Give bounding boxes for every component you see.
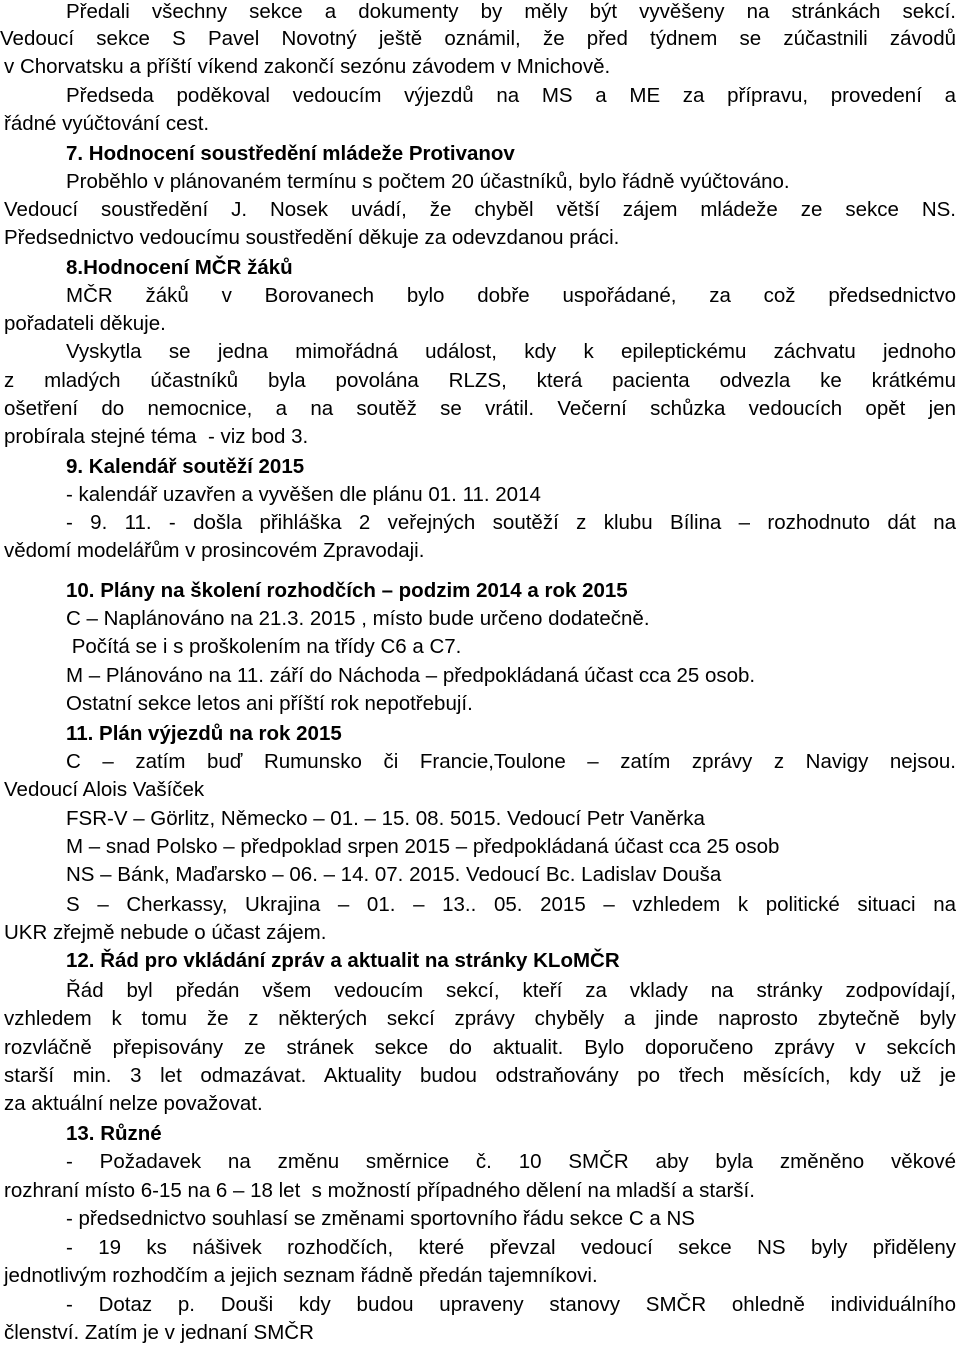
paragraph-line: Řád byl předán všem vedoucím sekcí, kteří za vklady na stránky zodpovídají, bbox=[66, 979, 956, 1002]
paragraph-line: - kalendář uzavřen a vyvěšen dle plánu 01. 11. 2014 bbox=[66, 483, 541, 506]
paragraph-line: M – Plánováno na 11. září do Náchoda – předpokládaná účast cca 25 osob. bbox=[66, 664, 756, 687]
paragraph-line: vědomí modelářům v prosincovém Zpravodaji. bbox=[4, 539, 425, 562]
section-heading-9: 9. Kalendář soutěží 2015 bbox=[66, 455, 305, 478]
paragraph-line: C – zatím buď Rumunsko či Francie,Toulone – zatím zprávy z Navigy nejsou. bbox=[66, 750, 956, 773]
paragraph-line: řádné vyúčtování cest. bbox=[4, 112, 210, 135]
paragraph-line: Předseda poděkoval vedoucím výjezdů na MS a ME za přípravu, provedení a bbox=[66, 84, 956, 107]
paragraph-line: - 19 ks nášivek rozhodčích, které převzal vedoucí sekce NS byly přiděleny bbox=[66, 1236, 956, 1259]
paragraph-line: Vedoucí soustředění J. Nosek uvádí, že chyběl větší zájem mládeže ze sekce NS. bbox=[4, 198, 956, 221]
paragraph-line: M – snad Polsko – předpoklad srpen 2015 – předpokládaná účast cca 25 osob bbox=[66, 835, 780, 858]
paragraph-line: jednotlivým rozhodčím a jejich seznam řádně předán tajemníkovi. bbox=[4, 1264, 598, 1287]
paragraph-line: Vedoucí sekce S Pavel Novotný ještě oznámil, že před týdnem se zúčastnili závodů bbox=[0, 27, 956, 50]
paragraph-line: Proběhlo v plánovaném termínu s počtem 20 účastníků, bylo řádně vyúčtováno. bbox=[66, 170, 790, 193]
paragraph-line: Předali všechny sekce a dokumenty by měly být vyvěšeny na stránkách sekcí. bbox=[66, 0, 956, 23]
paragraph-line: - Požadavek na změnu směrnice č. 10 SMČR aby byla změněno věkové bbox=[66, 1150, 956, 1173]
paragraph-line: C – Naplánováno na 21.3. 2015 , místo bude určeno dodatečně. bbox=[66, 607, 650, 630]
paragraph-line: ošetření do nemocnice, a na soutěž se vrátil. Večerní schůzka vedoucích opět jen bbox=[4, 397, 956, 420]
paragraph-line: FSR-V – Görlitz, Německo – 01. – 15. 08. 5015. Vedoucí Petr Vaněrka bbox=[66, 807, 705, 830]
paragraph-line: S – Cherkassy, Ukrajina – 01. – 13.. 05. 2015 – vzhledem k politické situaci na bbox=[66, 893, 956, 916]
section-heading-10: 10. Plány na školení rozhodčích – podzim 2014 a rok 2015 bbox=[66, 579, 628, 602]
paragraph-line: Předsednictvo vedoucímu soustředění děkuje za odevzdanou práci. bbox=[4, 226, 620, 249]
paragraph-line: za aktuální nelze považovat. bbox=[4, 1092, 263, 1115]
section-heading-7: 7. Hodnocení soustředění mládeže Protivanov bbox=[66, 142, 515, 165]
paragraph-line: Ostatní sekce letos ani příští rok nepotřebují. bbox=[66, 692, 473, 715]
paragraph-line: Počítá se i s proškolením na třídy C6 a C7. bbox=[66, 635, 462, 658]
paragraph-line: MČR žáků v Borovanech bylo dobře uspořádané, za což předsednictvo bbox=[66, 284, 956, 307]
section-heading-13: 13. Různé bbox=[66, 1122, 162, 1145]
paragraph-line: z mladých účastníků byla povolána RLZS, která pacienta odvezla ke krátkému bbox=[4, 369, 956, 392]
paragraph-line: vzhledem k tomu že z některých sekcí zprávy chyběly a jinde naprosto zbytečně byly bbox=[4, 1007, 956, 1030]
section-heading-12: 12. Řád pro vkládání zpráv a aktualit na stránky KLoMČR bbox=[66, 949, 620, 972]
paragraph-line: členství. Zatím je v jednaní SMČR bbox=[4, 1321, 314, 1344]
paragraph-line: NS – Bánk, Maďarsko – 06. – 14. 07. 2015. Vedoucí Bc. Ladislav Douša bbox=[66, 863, 722, 886]
paragraph-line: UKR zřejmě nebude o účast zájem. bbox=[4, 921, 327, 944]
paragraph-line: Vyskytla se jedna mimořádná událost, kdy k epileptickému záchvatu jednoho bbox=[66, 340, 956, 363]
paragraph-line: - 9. 11. - došla přihláška 2 veřejných soutěží z klubu Bílina – rozhodnuto dát na bbox=[66, 511, 956, 534]
paragraph-line: pořadateli děkuje. bbox=[4, 312, 166, 335]
paragraph-line: rozhraní místo 6-15 na 6 – 18 let s možností případného dělení na mladší a starší. bbox=[4, 1179, 755, 1202]
paragraph-line: starší min. 3 let odmazávat. Aktuality budou odstraňovány po třech měsících, kdy už je bbox=[4, 1064, 956, 1087]
paragraph-line: Vedoucí Alois Vašíček bbox=[4, 778, 205, 801]
paragraph-line: - Dotaz p. Douši kdy budou upraveny stanovy SMČR ohledně individuálního bbox=[66, 1293, 956, 1316]
section-heading-11: 11. Plán výjezdů na rok 2015 bbox=[66, 722, 342, 745]
paragraph-line: probírala stejné téma - viz bod 3. bbox=[4, 425, 309, 448]
paragraph-line: - předsednictvo souhlasí se změnami sportovního řádu sekce C a NS bbox=[66, 1207, 695, 1230]
paragraph-line: v Chorvatsku a příští víkend zakončí sezónu závodem v Mnichově. bbox=[4, 55, 611, 78]
section-heading-8: 8.Hodnocení MČR žáků bbox=[66, 256, 293, 279]
paragraph-line: rozvláčně přepisovány ze stránek sekce do aktualit. Bylo doporučeno zprávy v sekcích bbox=[4, 1036, 956, 1059]
